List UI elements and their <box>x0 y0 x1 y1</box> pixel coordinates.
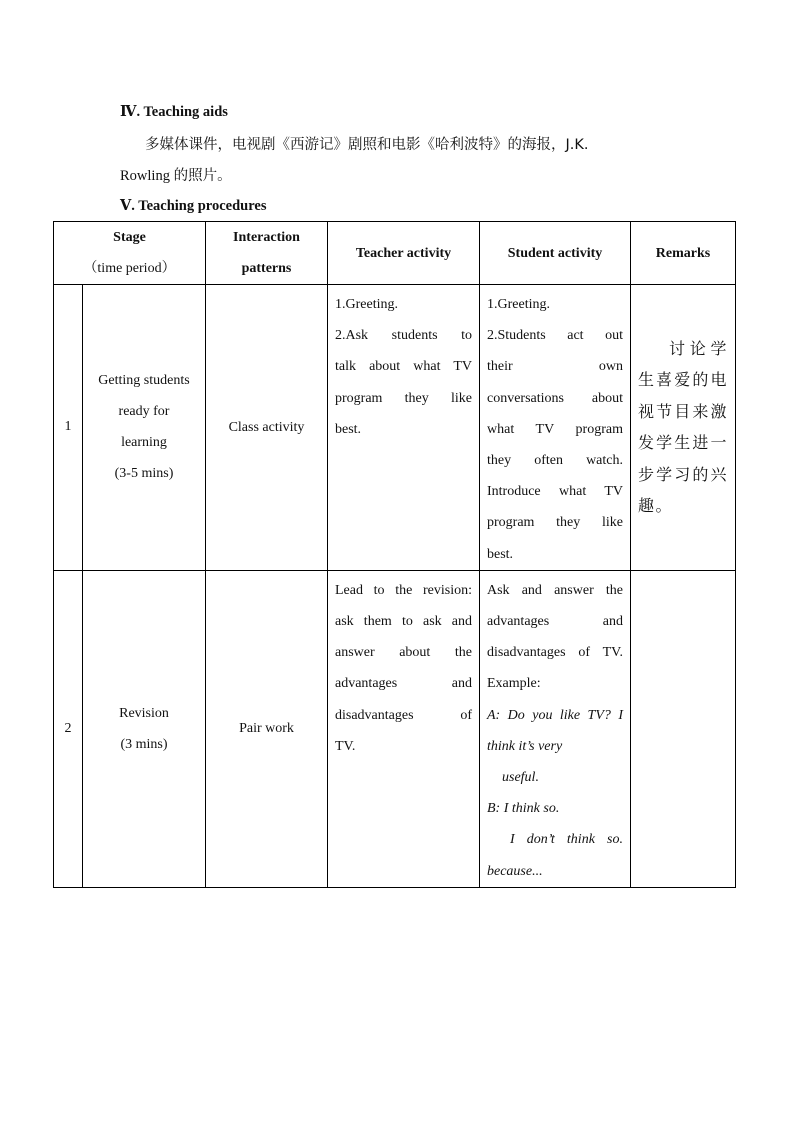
student-activity-cell <box>480 285 631 571</box>
remarks-line: 视节目来激 <box>638 401 728 421</box>
student-line: 2.Students act out <box>487 328 623 344</box>
header-stage <box>54 222 206 285</box>
table-header-row <box>54 222 736 285</box>
header-interaction-l1: Interaction <box>233 230 300 245</box>
row-number: 2 <box>54 570 83 887</box>
student-line: 1.Greeting. <box>487 297 550 312</box>
student-line: I don’t think so. <box>510 832 623 848</box>
stage-line: learning <box>121 435 167 451</box>
stage-line: ready for <box>118 404 170 420</box>
teacher-line: best. <box>335 421 362 437</box>
interaction-cell: Pair work <box>206 570 328 887</box>
row-number: 1 <box>54 285 83 571</box>
header-teacher <box>328 222 480 285</box>
stage-cell <box>83 570 206 887</box>
table-row <box>54 285 736 571</box>
header-teacher-label: Teacher activity <box>355 245 452 261</box>
teacher-line: ask them to ask and <box>335 614 472 630</box>
student-line: advantages and <box>487 614 623 630</box>
teacher-activity-cell <box>328 285 480 571</box>
header-student <box>480 222 631 285</box>
stage-line: Getting students <box>98 373 190 389</box>
teacher-line: Lead to the revision: <box>335 582 472 598</box>
teacher-line: TV. <box>335 738 356 754</box>
student-line: best. <box>487 546 514 562</box>
section-heading-teaching-procedures: Ⅴ. Teaching procedures <box>120 198 267 214</box>
teacher-line: disadvantages of <box>335 707 472 723</box>
student-activity-cell <box>480 570 631 887</box>
student-line: Introduce what TV <box>487 484 623 500</box>
student-line: they often watch. <box>487 453 623 469</box>
header-interaction <box>206 222 328 285</box>
student-line: their own <box>487 359 623 375</box>
remarks-line: 趣。 <box>638 496 674 516</box>
stage-line: Revision <box>119 705 169 721</box>
remarks-line: 讨论学 <box>669 338 728 358</box>
teaching-procedures-table <box>53 221 736 888</box>
student-line: B: I think so. <box>487 801 560 817</box>
teacher-line: program they like <box>335 390 472 406</box>
table-row <box>54 570 736 887</box>
teacher-line: 2.Ask students to <box>335 328 472 344</box>
section-heading-teaching-aids: Ⅳ. Teaching aids <box>120 104 228 120</box>
stage-line: (3 mins) <box>120 736 168 752</box>
teacher-line: talk about what TV <box>335 359 472 375</box>
header-remarks-label: Remarks <box>655 245 711 261</box>
teacher-activity-cell <box>328 570 480 887</box>
student-line: Example: <box>487 676 541 692</box>
teaching-aids-text-line1: 多媒体课件，电视剧《西游记》剧照和电影《哈利波特》的海报，J.K. <box>145 137 589 153</box>
student-line: program they like <box>487 515 623 531</box>
stage-cell <box>83 285 206 571</box>
header-remarks <box>631 222 736 285</box>
student-line: because... <box>487 863 543 879</box>
teacher-line: answer about the <box>335 645 472 661</box>
header-student-label: Student activity <box>507 245 603 261</box>
remarks-line: 发学生进一 <box>638 433 728 453</box>
student-line: A: Do you like TV? I <box>487 707 623 723</box>
header-interaction-l2: patterns <box>241 261 292 276</box>
remarks-line: 步学习的兴 <box>638 464 728 484</box>
teaching-aids-text-line2: Rowling 的照片。 <box>120 168 232 184</box>
student-line: useful. <box>502 770 539 786</box>
header-stage-sub: （time period） <box>83 261 176 276</box>
stage-line: (3-5 mins) <box>114 466 174 482</box>
remarks-cell <box>631 285 736 571</box>
remarks-line: 生喜爱的电 <box>638 370 728 390</box>
interaction-cell: Class activity <box>206 285 328 571</box>
remarks-cell <box>631 570 736 887</box>
student-line: think it’s very <box>487 738 563 754</box>
student-line: conversations about <box>487 390 623 406</box>
student-line: Ask and answer the <box>487 582 623 598</box>
student-line: what TV program <box>487 421 623 437</box>
student-line: disadvantages of TV. <box>487 645 623 661</box>
teacher-line: advantages and <box>335 676 472 692</box>
teacher-line: 1.Greeting. <box>335 297 398 312</box>
header-stage-label: Stage <box>113 230 146 245</box>
